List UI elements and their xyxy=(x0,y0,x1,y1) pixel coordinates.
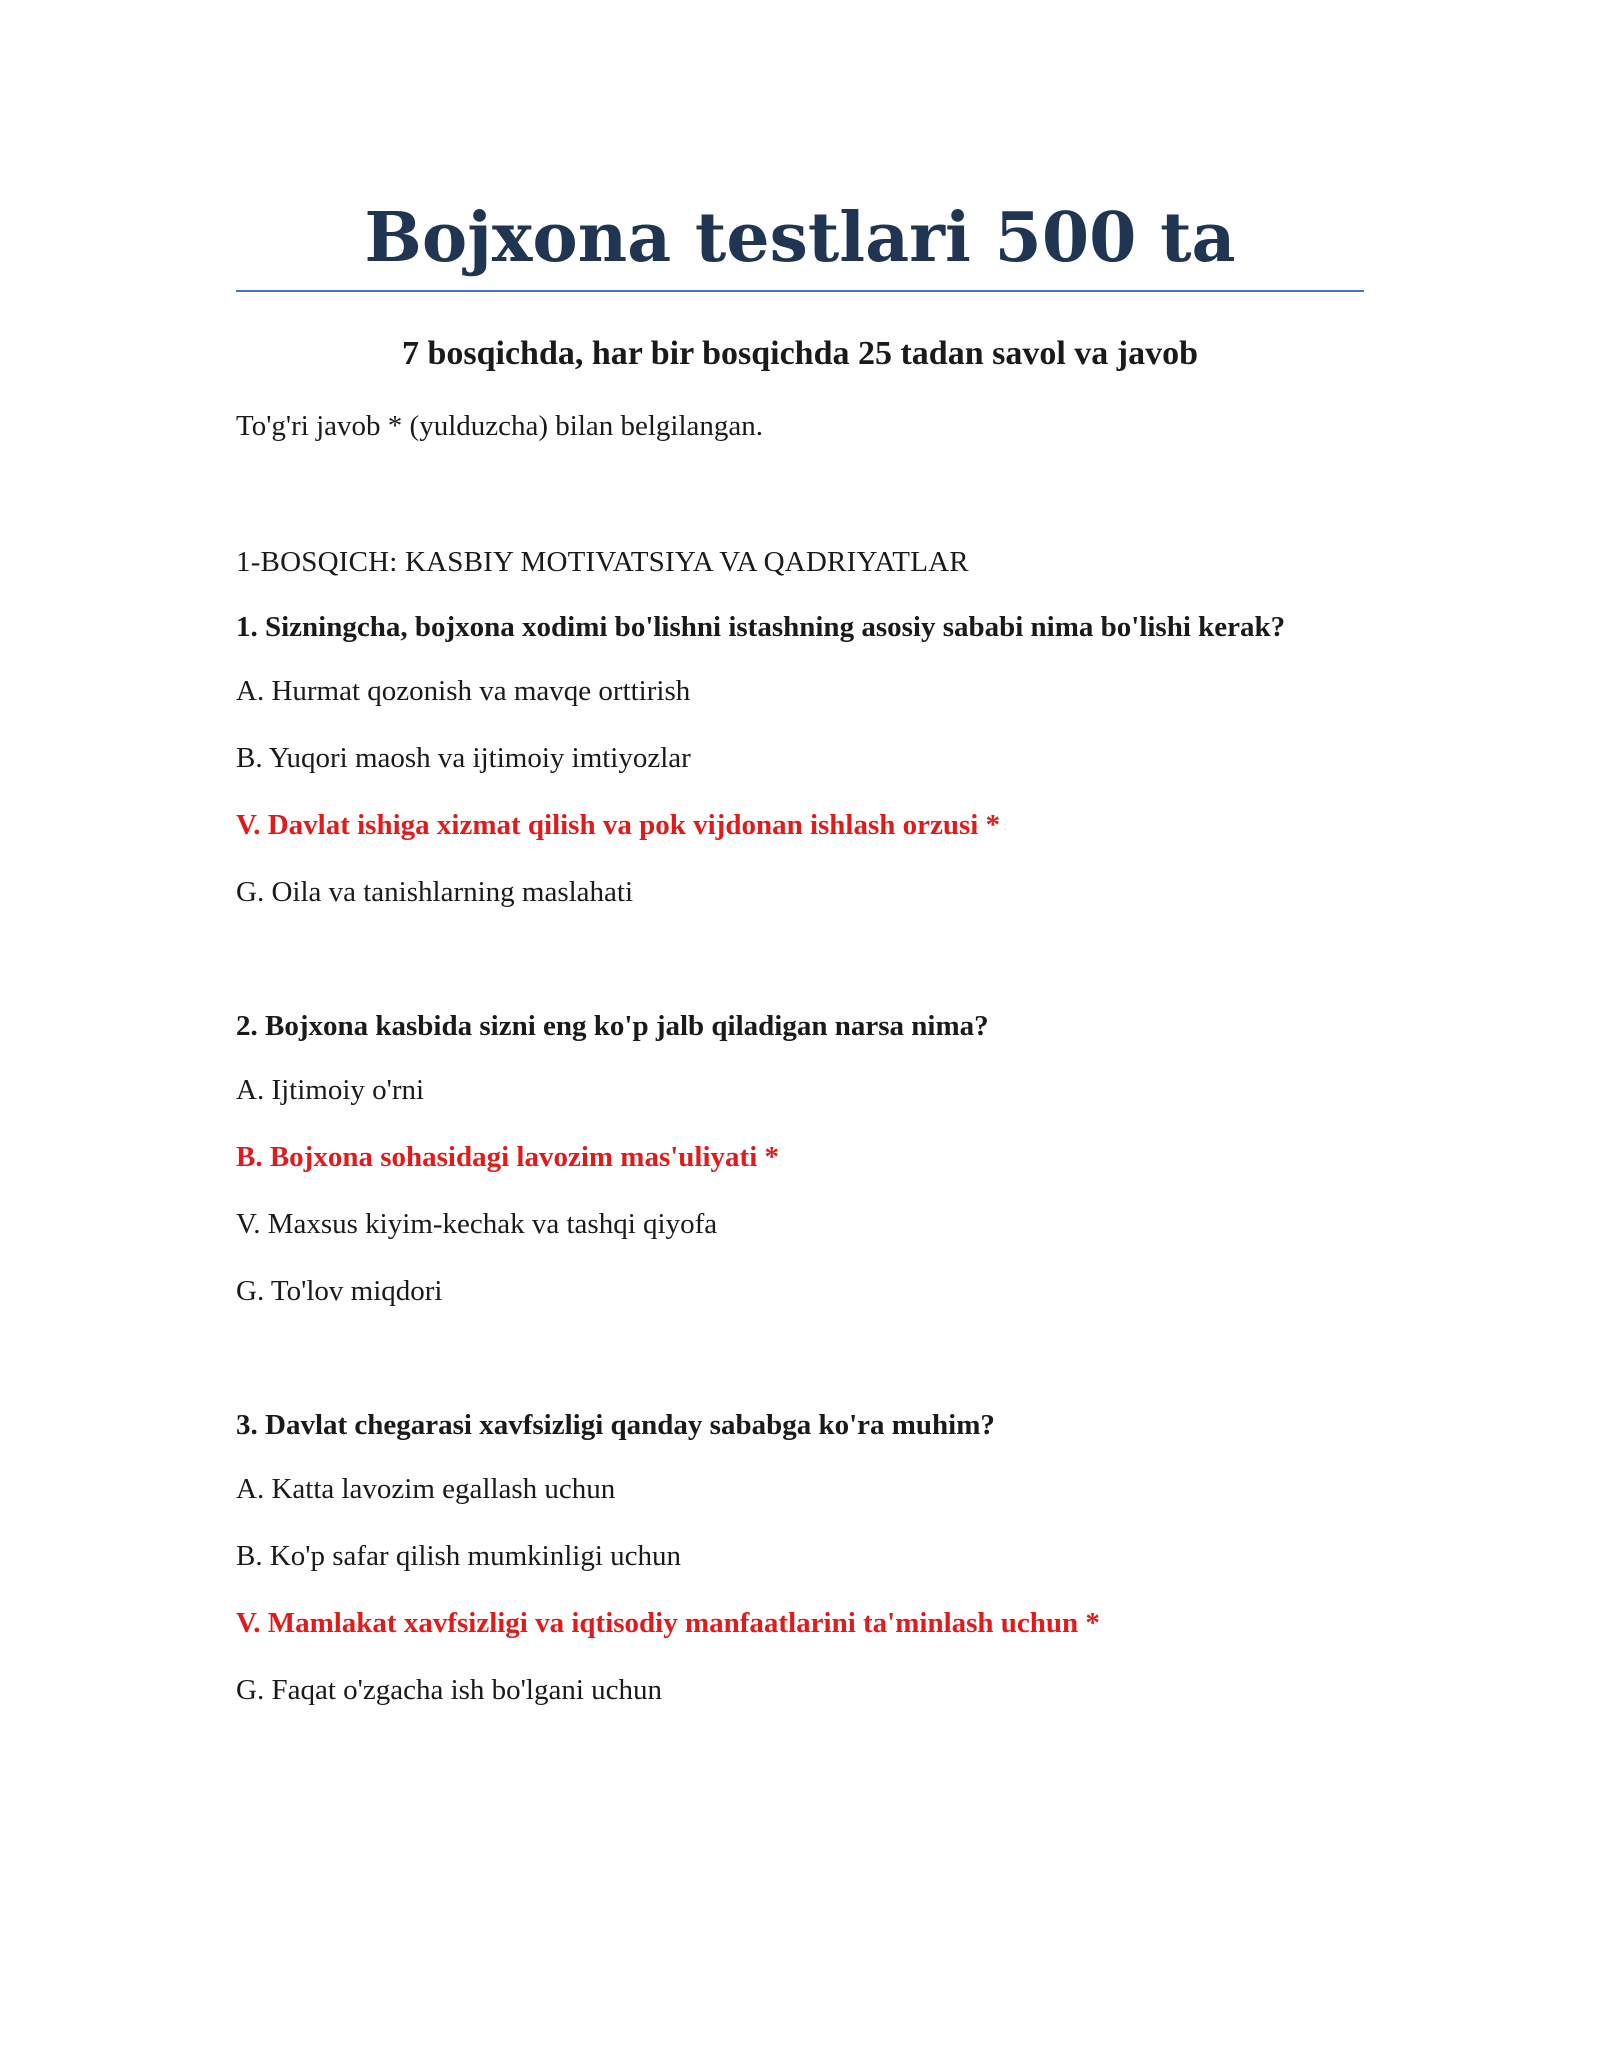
answer-option-a: A. Katta lavozim egallash uchun xyxy=(236,1473,616,1505)
question-3 xyxy=(236,1404,1364,1711)
correct-answer-option-v: V. Mamlakat xavfsizligi va iqtisodiy manfaatlarini ta'minlash uchun * xyxy=(236,1607,1100,1639)
answer-key-note: To'g'ri javob * (yulduzcha) bilan belgilangan. xyxy=(236,410,764,442)
correct-answer-option-v: V. Davlat ishiga xizmat qilish va pok vijdonan ishlash orzusi * xyxy=(236,809,1001,841)
question-list xyxy=(236,606,1364,1736)
question-text: 1. Sizningcha, bojxona xodimi bo'lishni istashning asosiy sababi nima bo'lishi kerak? xyxy=(236,611,1286,643)
document-subtitle: 7 bosqichda, har bir bosqichda 25 tadan savol va javob xyxy=(401,335,1199,372)
question-2 xyxy=(236,1005,1364,1312)
answer-option-g: G. Faqat o'zgacha ish bo'lgani uchun xyxy=(236,1674,663,1706)
answer-option-b: B. Ko'p safar qilish mumkinligi uchun xyxy=(236,1540,682,1572)
answer-option-b: B. Yuqori maosh va ijtimoiy imtiyozlar xyxy=(236,742,691,774)
answer-option-a: A. Hurmat qozonish va mavqe orttirish xyxy=(236,675,691,707)
question-text: 2. Bojxona kasbida sizni eng ko'p jalb qiladigan narsa nima? xyxy=(236,1010,989,1042)
document-title: Bojxona testlari 500 ta xyxy=(364,198,1236,278)
correct-answer-option-b: B. Bojxona sohasidagi lavozim mas'uliyati * xyxy=(236,1141,780,1173)
answer-option-a: A. Ijtimoiy o'rni xyxy=(236,1074,425,1106)
stage-heading: 1-BOSQICH: KASBIY MOTIVATSIYA VA QADRIYATLAR xyxy=(236,546,969,578)
title-divider xyxy=(236,290,1364,292)
question-1 xyxy=(236,606,1364,913)
answer-option-g: G. To'lov miqdori xyxy=(236,1275,443,1307)
question-text: 3. Davlat chegarasi xavfsizligi qanday sababga ko'ra muhim? xyxy=(236,1409,995,1441)
question-spacer xyxy=(236,938,1364,1005)
answer-option-g: G. Oila va tanishlarning maslahati xyxy=(236,876,634,908)
answer-option-v: V. Maxsus kiyim-kechak va tashqi qiyofa xyxy=(236,1208,718,1240)
question-spacer xyxy=(236,1337,1364,1404)
